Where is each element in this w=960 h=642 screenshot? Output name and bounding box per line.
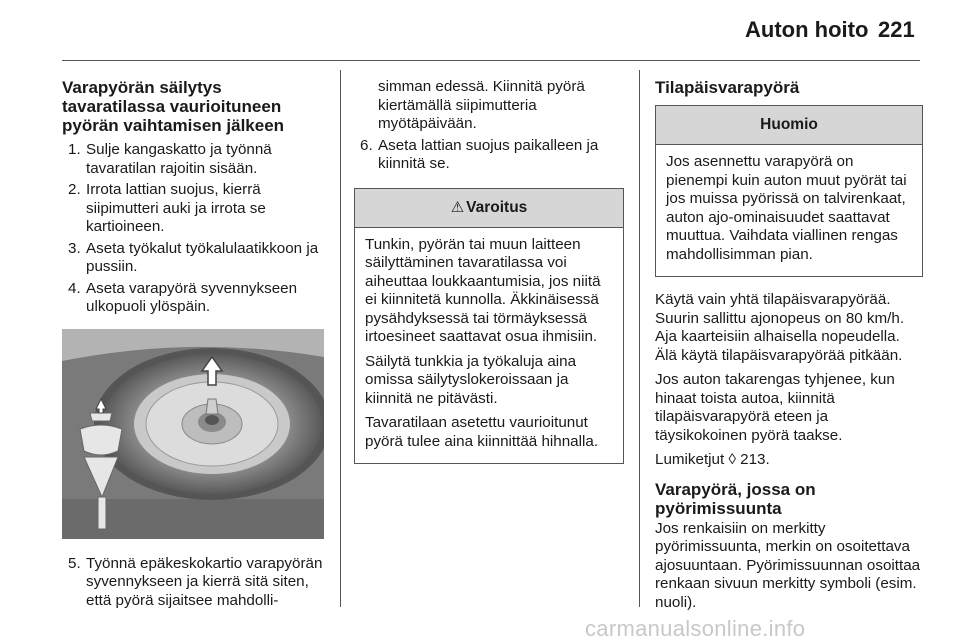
section-heading-storage: Varapyörän säilytys tavaratilassa vaurioituneen pyörän vaihtamisen jälkeen xyxy=(62,78,285,135)
step-number: 2. xyxy=(68,181,81,198)
step-text: Aseta varapyörä syvennykseen ulkopuoli ylöspäin. xyxy=(86,279,298,315)
column-2 xyxy=(354,78,624,474)
step-continuation xyxy=(354,78,624,134)
steps-list-2 xyxy=(62,555,324,611)
body-paragraph: Jos renkaisiin on merkitty pyörimissuunta, merkin on osoitettava ajosuuntaan. Pyörimissuunnan osoittaa renkaan sivuun merkitty symboli (esim. nuoli). xyxy=(655,519,921,611)
step-item xyxy=(62,240,324,277)
step-number: 3. xyxy=(68,239,81,257)
step-text: simman edessä. Kiinnitä pyörä kiertämällä siipimutteria myötäpäivään. xyxy=(378,78,585,132)
step-text: Aseta työkalut työkalulaatikkoon ja pussiin. xyxy=(86,239,319,275)
notice-box-body xyxy=(656,145,922,276)
step-text: Työnnä epäkeskokartio varapyörän syvennykseen ja kierrä sitä siten, että pyörä sijaitsee mahdolli- xyxy=(86,554,323,609)
steps-list-1 xyxy=(62,141,324,317)
warning-box xyxy=(354,188,624,465)
step-text: Sulje kangaskatto ja työnnä tavaratilan rajoitin sisään. xyxy=(86,141,272,177)
steps-list-3 xyxy=(354,78,624,174)
notice-text: Jos asennettu varapyörä on pienempi kuin auton muut pyörät tai jos muissa pyörissä on talvirenkaat, auton ajo-ominaisuudet saattavat muuttua. Vaihdata viallinen rengas mahdollisimman pian. xyxy=(666,153,907,263)
column-divider-1 xyxy=(340,70,341,607)
warning-paragraph: Tavaratilaan asetettu vaurioitunut pyörä tulee aina kiinnittää hihnalla. xyxy=(365,414,599,450)
step-number: 4. xyxy=(68,279,81,297)
page-number: 221 xyxy=(878,17,915,42)
step-item xyxy=(62,555,324,611)
notice-box-header: Huomio xyxy=(656,106,922,145)
warning-box-header xyxy=(355,189,623,228)
warning-paragraph: Tunkin, pyörän tai muun laitteen säilyttäminen tavaratilassa voi aiheuttaa loukkaantumisia, jos niitä ei kiinnitetä kunnolla. Äkkinäisessä pysähdyksessä tai törmäyksessä irtoesineet saattavat osua ihmisiin. xyxy=(365,235,601,345)
body-paragraph: Jos auton takarengas tyhjenee, kun hinaat toista autoa, kiinnitä tilapäisvarapyörä eteen ja täysikokoinen pyörä taakse. xyxy=(655,371,895,444)
step-number: 6. xyxy=(360,136,373,154)
body-paragraph: Käytä vain yhtä tilapäisvarapyörää. Suurin sallittu ajonopeus on 80 km/h. Aja kaarteisiin alhaisella nopeudella. Älä käytä tilapäisvarapyörää pitkään. xyxy=(655,291,905,364)
section-heading-temporary-spare: Tilapäisvarapyörä xyxy=(655,78,800,97)
step-text: Irrota lattian suojus, kierrä siipimutteri auki ja irrota se kartioineen. xyxy=(86,181,266,235)
spare-wheel-illustration xyxy=(62,329,324,539)
column-3 xyxy=(655,78,923,618)
step-text: Aseta lattian suojus paikalleen ja kiinnitä se. xyxy=(378,136,599,172)
step-number: 5. xyxy=(68,554,81,572)
step-number: 1. xyxy=(68,141,81,158)
header-title: Auton hoito xyxy=(745,17,869,42)
header-rule xyxy=(62,60,920,61)
column-divider-2 xyxy=(639,70,640,607)
step-item xyxy=(62,181,324,237)
section-heading-rotation: Varapyörä, jossa on pyörimissuunta xyxy=(655,479,816,518)
watermark: carmanualsonline.info xyxy=(585,616,806,641)
step-item xyxy=(62,280,324,317)
snow-chain-reference: Lumiketjut ◊ 213. xyxy=(655,451,770,468)
notice-box xyxy=(655,105,923,277)
warning-title: Varoitus xyxy=(466,198,528,216)
warning-paragraph: Säilytä tunkkia ja työkaluja aina omissa säilytyslokeroissaan ja kiinnitä ne pitävästi. xyxy=(365,352,577,407)
step-item xyxy=(62,141,324,178)
step-item xyxy=(354,137,624,174)
warning-box-body xyxy=(355,228,623,464)
warning-triangle-icon: ⚠ xyxy=(450,198,465,216)
column-1 xyxy=(62,78,324,613)
